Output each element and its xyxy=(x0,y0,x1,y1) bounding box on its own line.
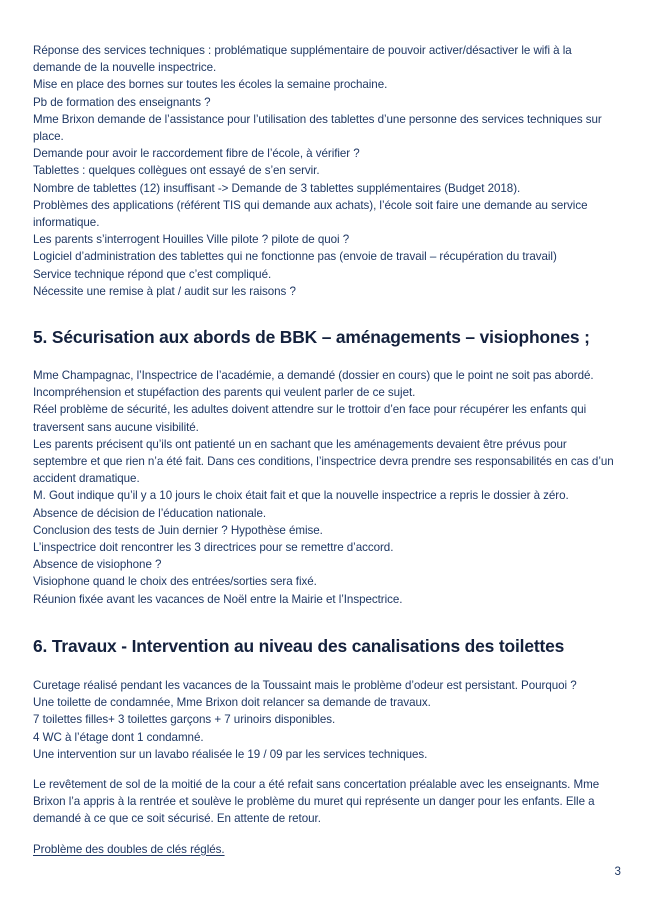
page-number: 3 xyxy=(614,865,621,878)
paragraph-line: 4 WC à l’étage dont 1 condamné. xyxy=(33,730,204,744)
section-5-body xyxy=(33,367,616,608)
paragraph-line: Mme Brixon demande de l’assistance pour l’utilisation des tablettes d’une personne des services techniques sur place. xyxy=(33,112,602,144)
paragraph-line: M. Gout indique qu’il y a 10 jours le choix était fait et que la nouvelle inspectrice a repris le dossier à zéro. xyxy=(33,489,569,503)
paragraph-line: Mise en place des bornes sur toutes les écoles la semaine prochaine. xyxy=(33,78,388,92)
paragraph-line: Une toilette de condamnée, Mme Brixon doit relancer sa demande de travaux. xyxy=(33,696,431,710)
paragraph-line: Une intervention sur un lavabo réalisée le 19 / 09 par les services techniques. xyxy=(33,747,428,761)
section-6-heading: 6. Travaux - Intervention au niveau des canalisations des toilettes xyxy=(33,635,565,656)
paragraph-line: Les parents s’interrogent Houilles Ville pilote ? pilote de quoi ? xyxy=(33,233,350,247)
section-6-body-second xyxy=(33,776,616,828)
paragraph-line: 7 toilettes filles+ 3 toilettes garçons + 7 urinoirs disponibles. xyxy=(33,713,336,727)
paragraph-line: L’inspectrice doit rencontrer les 3 directrices pour se remettre d’accord. xyxy=(33,541,394,555)
section-tablettes-body xyxy=(33,42,616,300)
paragraph-line: Tablettes : quelques collègues ont essayé de s’en servir. xyxy=(33,164,320,178)
paragraph-line: Conclusion des tests de Juin dernier ? Hypothèse émise. xyxy=(33,523,323,537)
section-5-heading-wrapper xyxy=(33,326,618,348)
paragraph-line: Pb de formation des enseignants ? xyxy=(33,95,211,109)
paragraph-line: Le revêtement de sol de la moitié de la cour a été refait sans concertation préalable avec les enseignants. Mme Brixon l’a appris à la rentrée et soulève le problème du muret qui représente un danger pour les enfants. Elle a demandé à ce que ce soit sécurisé. En attente de retour. xyxy=(33,777,600,826)
section-5-heading: 5. Sécurisation aux abords de BBK – aménagements – visiophones ; xyxy=(33,327,590,348)
paragraph-line: Visiophone quand le choix des entrées/sorties sera fixé. xyxy=(33,575,317,589)
paragraph-line: Curetage réalisé pendant les vacances de la Toussaint mais le problème d’odeur est persistant. Pourquoi ? xyxy=(33,678,577,692)
paragraph-line: Réunion fixée avant les vacances de Noël entre la Mairie et l’Inspectrice. xyxy=(33,592,403,606)
paragraph-line: Logiciel d’administration des tablettes qui ne fonctionne pas (envoie de travail – récupération du travail) xyxy=(33,250,557,264)
paragraph-line: Réel problème de sécurité, les adultes doivent attendre sur le trottoir d’en face pour récupérer les enfants qui traversent sans aucune visibilité. xyxy=(33,403,587,434)
paragraph-line: Problèmes des applications (référent TIS qui demande aux achats), l’école soit faire une demande au service informatique. xyxy=(33,198,588,230)
paragraph-line: Demande pour avoir le raccordement fibre de l’école, à vérifier ? xyxy=(33,147,360,161)
paragraph-line: Nombre de tablettes (12) insuffisant -> Demande de 3 tablettes supplémentaires (Budget 2018). xyxy=(33,181,521,195)
paragraph-spacer xyxy=(33,763,618,776)
paragraph-line: Nécessite une remise à plat / audit sur les raisons ? xyxy=(33,284,296,298)
paragraph-line: Service technique répond que c’est compliqué. xyxy=(33,267,272,281)
paragraph-line: Absence de décision de l’éducation nationale. xyxy=(33,506,267,520)
paragraph-line: Absence de visiophone ? xyxy=(33,558,162,572)
closing-note: Problème des doubles de clés réglés. xyxy=(33,842,225,856)
paragraph-line: Mme Champagnac, l’Inspectrice de l’académie, a demandé (dossier en cours) que le point ne soit pas abordé. xyxy=(33,369,594,383)
section-6-closing-note-wrapper xyxy=(33,841,616,858)
paragraph-line: Réponse des services techniques : problématique supplémentaire de pouvoir activer/désactiver le wifi à la demande de la nouvelle inspectrice. xyxy=(33,44,572,75)
section-6-body-first xyxy=(33,677,616,763)
paragraph-spacer xyxy=(33,828,618,841)
paragraph-line: Les parents précisent qu’ils ont patienté un en sachant que les aménagements devaient être prévus pour septembre et que rien n’a été fait. Dans ces conditions, l’inspectrice devra prendre ses responsabilités en cas d’un accident dramatique. xyxy=(33,437,614,486)
paragraph-line: Incompréhension et stupéfaction des parents qui veulent parler de ce sujet. xyxy=(33,386,416,400)
section-6-heading-wrapper xyxy=(33,635,618,657)
